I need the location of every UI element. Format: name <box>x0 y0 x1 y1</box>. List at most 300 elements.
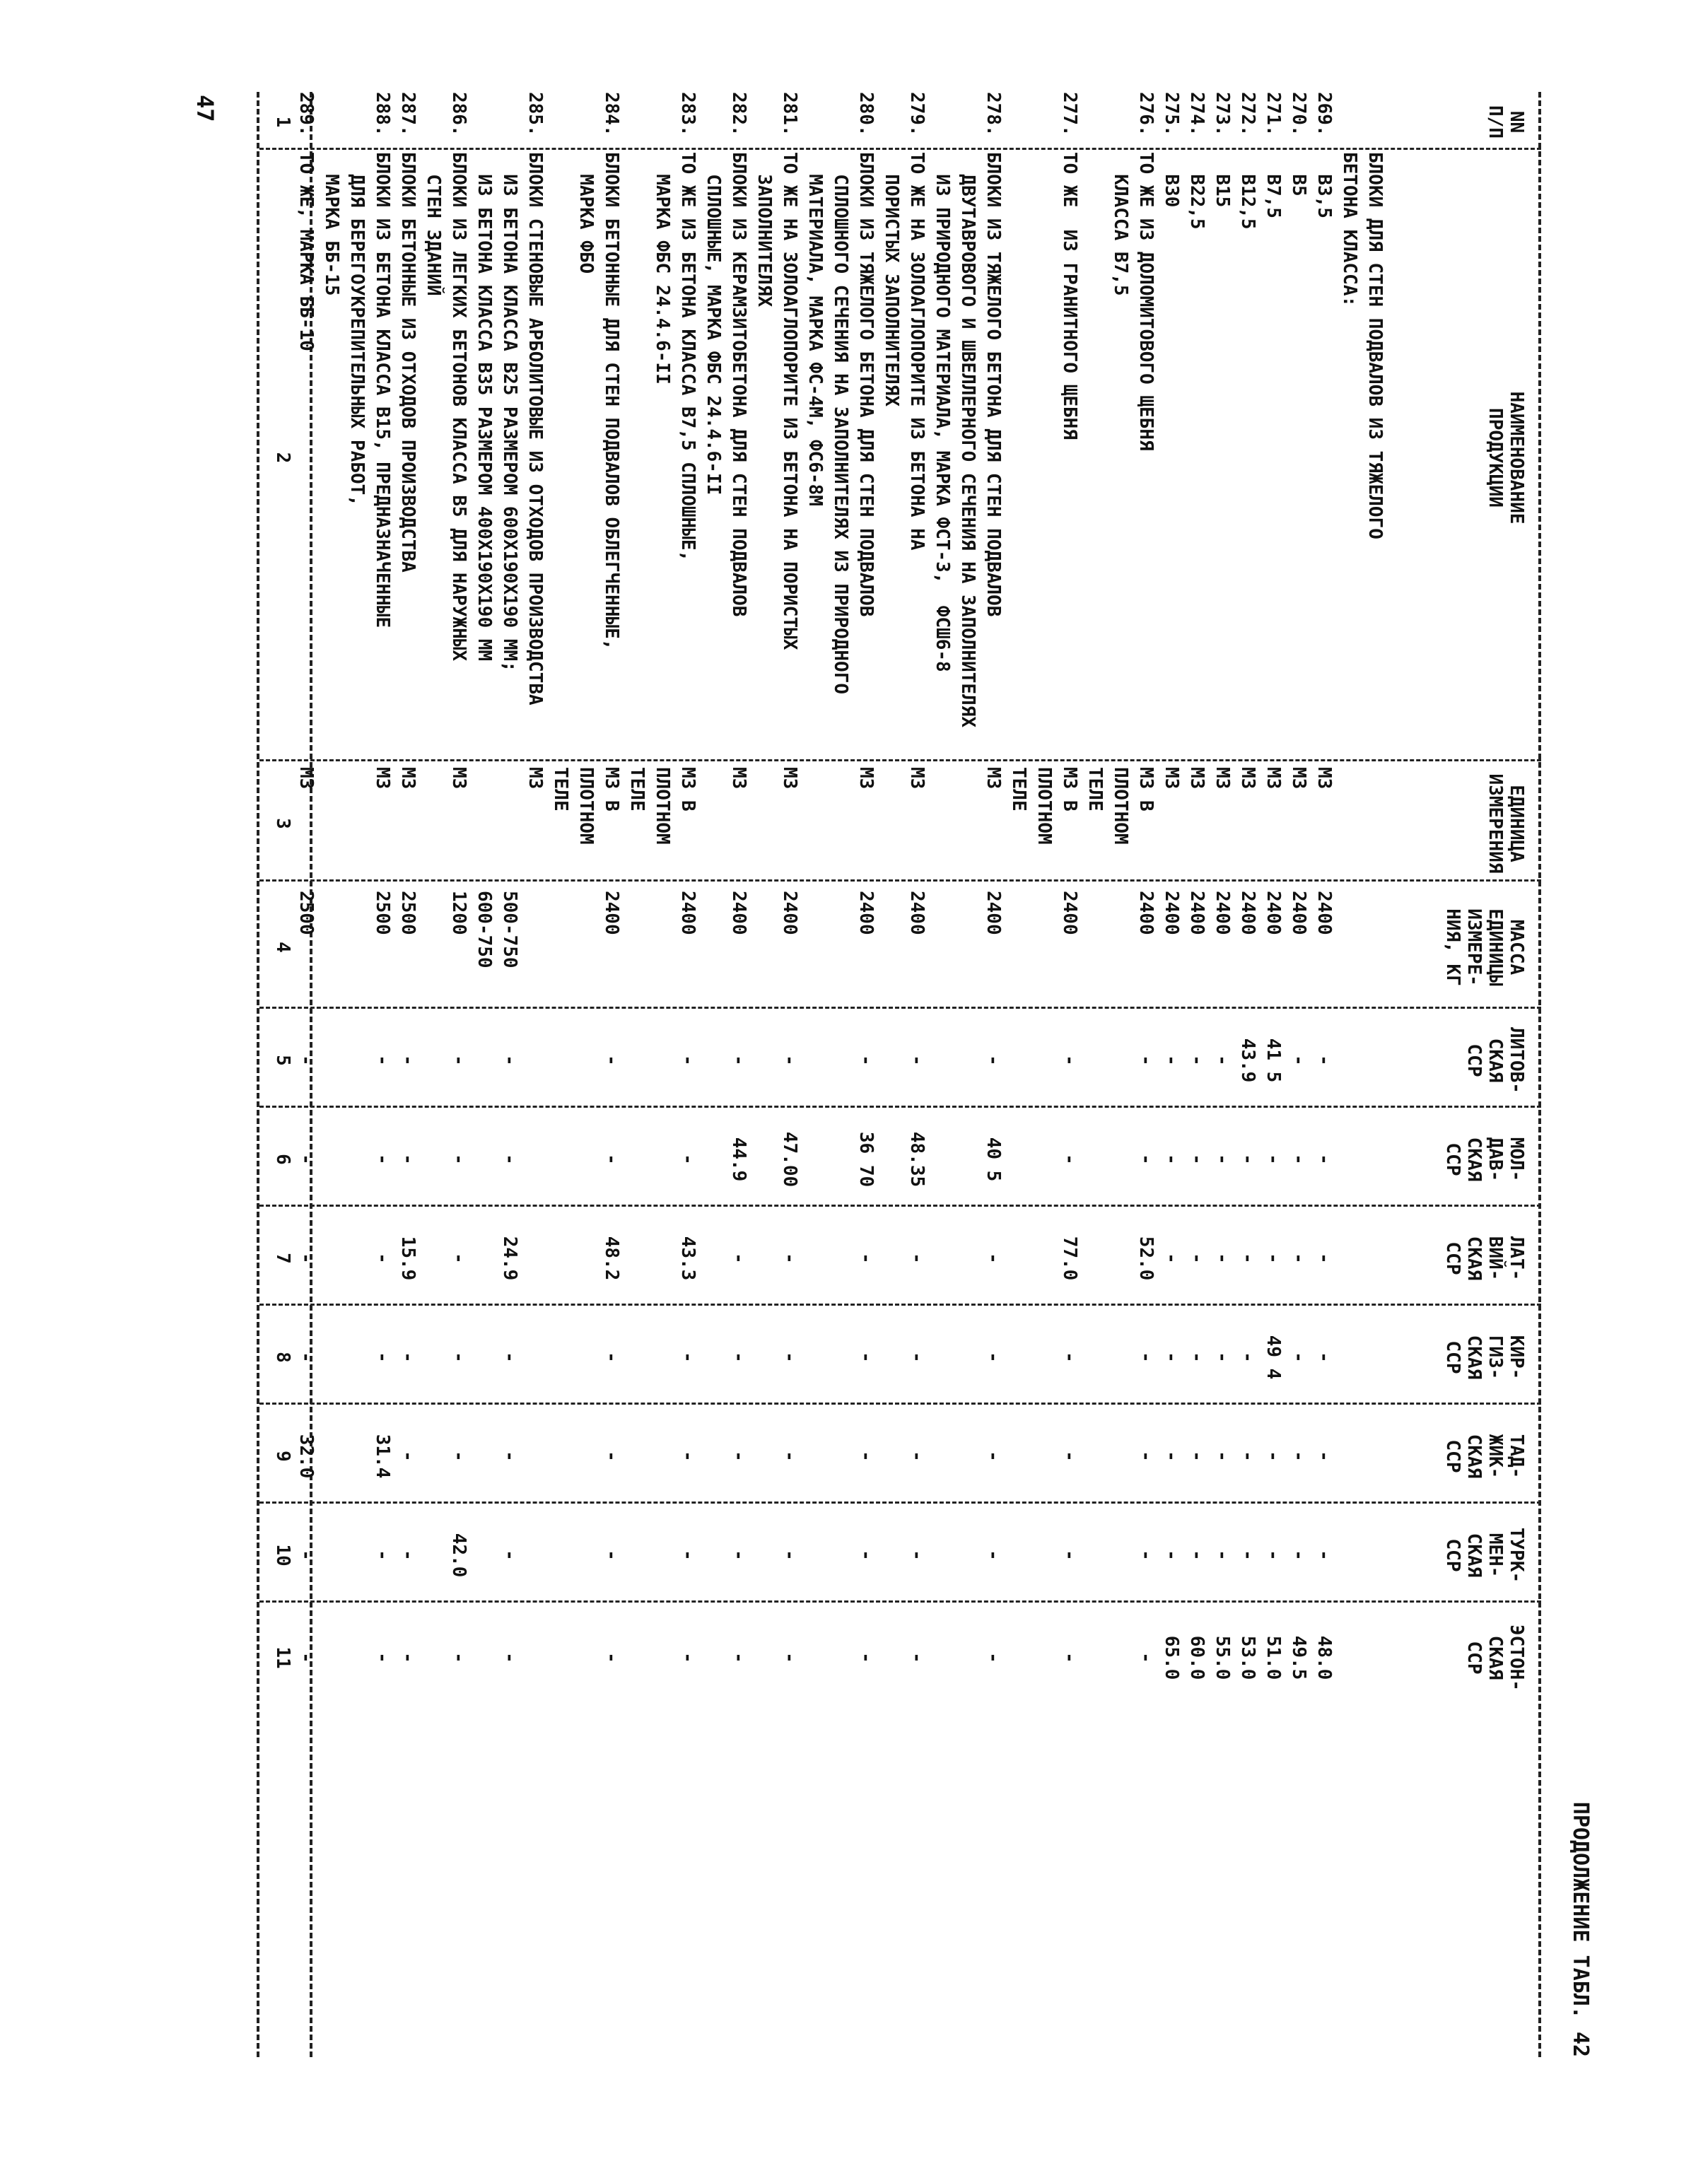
cell-name: ИЗ ПРИРОДНОГО МАТЕРИАЛА, МАРКА ФСТ-3, ФСШ6-8 <box>932 152 953 672</box>
cell-name: БЕТОНА КЛАССА: <box>1339 152 1360 308</box>
cell-value: - <box>1212 1154 1233 1165</box>
cell-value: - <box>677 1352 698 1363</box>
cell-mass: 2400 <box>1161 891 1182 935</box>
column-number: 7 <box>272 1253 293 1264</box>
cell-value: - <box>1186 1253 1207 1264</box>
cell-value: - <box>779 1550 800 1561</box>
column-header-line: ТУРК- <box>1506 1527 1527 1583</box>
column-separator <box>259 1501 1541 1504</box>
cell-num: 285. <box>525 92 546 136</box>
cell-num: 275. <box>1161 92 1182 136</box>
cell-value: - <box>1059 1154 1080 1165</box>
cell-value: - <box>1237 1352 1258 1363</box>
cell-name: В5 <box>1288 152 1309 197</box>
cell-value: - <box>372 1550 393 1561</box>
cell-value: - <box>397 1352 419 1363</box>
cell-value: - <box>1161 1154 1182 1165</box>
cell-mass: 2500 <box>296 891 317 935</box>
cell-name: ТО ЖЕ НА ЗОЛОАГЛОПОРИТЕ ИЗ БЕТОНА НА ПОРИСТЫХ <box>779 152 800 650</box>
cell-unit: М3 <box>1161 767 1182 790</box>
cell-value: - <box>499 1550 520 1561</box>
column-number: 6 <box>272 1154 293 1165</box>
cell-num: 269. <box>1314 92 1335 136</box>
cell-name: ТО ЖЕ ИЗ ГРАНИТНОГО ЩЕБНЯ <box>1059 152 1080 440</box>
cell-value: 40 5 <box>983 1137 1004 1182</box>
column-separator <box>259 1403 1541 1405</box>
cell-mass: 2400 <box>1288 891 1309 935</box>
cell-unit: М3 <box>906 767 928 790</box>
cell-name: БЛОКИ ИЗ ТЯЖЕЛОГО БЕТОНА ДЛЯ СТЕН ПОДВАЛОВ <box>983 152 1004 617</box>
cell-value: 15.9 <box>397 1236 419 1281</box>
cell-mass: 2500 <box>372 891 393 935</box>
cell-value: - <box>983 1352 1004 1363</box>
cell-value: 32.0 <box>296 1434 317 1479</box>
cell-num: 277. <box>1059 92 1080 136</box>
cell-num: 281. <box>779 92 800 136</box>
column-header-line: П/П <box>1485 105 1506 139</box>
cell-value: 41 5 <box>1263 1038 1284 1083</box>
cell-unit: М3 В <box>1135 767 1157 812</box>
cell-value: - <box>728 1055 749 1066</box>
cell-value: - <box>372 1055 393 1066</box>
cell-name: СТЕН ЗДАНИЙ <box>423 152 444 296</box>
cell-value: 51.0 <box>1263 1635 1284 1680</box>
cell-unit: ПЛОТНОМ <box>1110 767 1131 845</box>
cell-value: - <box>1059 1451 1080 1462</box>
cell-value: - <box>1135 1055 1157 1066</box>
cell-num: 280. <box>855 92 877 136</box>
cell-mass: 2400 <box>1263 891 1284 935</box>
cell-value: - <box>677 1652 698 1663</box>
cell-unit: ТЕЛЕ <box>550 767 571 812</box>
cell-value: - <box>983 1055 1004 1066</box>
cell-value: - <box>1263 1451 1284 1462</box>
cell-name: ПОРИСТЫХ ЗАПОЛНИТЕЛЯХ <box>881 152 902 407</box>
cell-value: - <box>1212 1055 1233 1066</box>
cell-value: - <box>296 1352 317 1363</box>
column-header-line: КИР- <box>1506 1335 1527 1380</box>
cell-unit: М3 <box>779 767 800 790</box>
cell-value: - <box>372 1253 393 1264</box>
cell-value: - <box>855 1055 877 1066</box>
cell-value: - <box>397 1451 419 1462</box>
column-header-line: ЭСТОН- <box>1506 1624 1527 1691</box>
column-header-line: ЛИТОВ- <box>1506 1027 1527 1094</box>
cell-mass: 2500 <box>397 891 419 935</box>
cell-value: - <box>448 1154 469 1165</box>
column-number: 1 <box>272 116 293 128</box>
cell-value: 52.0 <box>1135 1236 1157 1281</box>
cell-value: - <box>779 1352 800 1363</box>
cell-value: - <box>906 1253 928 1264</box>
cell-mass: 2400 <box>1314 891 1335 935</box>
cell-name: ТО ЖЕ, МАРКА ББ-10 <box>296 152 317 351</box>
cell-unit: ТЕЛЕ <box>626 767 648 812</box>
cell-name: БЛОКИ ИЗ ТЯЖЕЛОГО БЕТОНА ДЛЯ СТЕН ПОДВАЛОВ <box>855 152 877 617</box>
cell-num: 274. <box>1186 92 1207 136</box>
cell-value: - <box>1135 1352 1157 1363</box>
cell-name: ИЗ БЕТОНА КЛАССА В35 РАЗМЕРОМ 400Х190Х190 ММ <box>474 152 495 662</box>
cell-value: - <box>448 1253 469 1264</box>
cell-mass: 600-750 <box>474 891 495 968</box>
cell-value: - <box>1314 1055 1335 1066</box>
cell-value: - <box>1161 1451 1182 1462</box>
cell-value: - <box>1135 1154 1157 1165</box>
cell-num: 282. <box>728 92 749 136</box>
cell-value: - <box>1288 1154 1309 1165</box>
cell-name: МАРКА ББ-15 <box>321 152 342 296</box>
cell-mass: 1200 <box>448 891 469 935</box>
column-number: 10 <box>272 1544 293 1567</box>
cell-num: 276. <box>1135 92 1157 136</box>
cell-value: 48.2 <box>601 1236 622 1281</box>
cell-value: - <box>499 1055 520 1066</box>
cell-value: - <box>677 1055 698 1066</box>
cell-value: - <box>1212 1451 1233 1462</box>
cell-value: - <box>983 1451 1004 1462</box>
column-separator <box>259 879 1541 882</box>
cell-name: МАРКА ФБО <box>575 152 597 274</box>
cell-value: 43.3 <box>677 1236 698 1281</box>
cell-name: ДВУТАВРОВОГО И ШВЕЛЛЕРНОГО СЕЧЕНИЯ НА ЗАПОЛНИТЕЛЯХ <box>957 152 978 727</box>
cell-value: - <box>1059 1352 1080 1363</box>
cell-value: - <box>728 1550 749 1561</box>
cell-value: - <box>1237 1451 1258 1462</box>
cell-value: - <box>1186 1550 1207 1561</box>
cell-value: 77.0 <box>1059 1236 1080 1281</box>
cell-value: - <box>677 1550 698 1561</box>
cell-num: 271. <box>1263 92 1284 136</box>
cell-value: - <box>855 1652 877 1663</box>
column-header-line: ССР <box>1463 1641 1485 1675</box>
cell-value: - <box>1059 1055 1080 1066</box>
cell-value: - <box>1263 1550 1284 1561</box>
cell-num: 283. <box>677 92 698 136</box>
cell-value: - <box>906 1451 928 1462</box>
cell-value: 24.9 <box>499 1236 520 1281</box>
cell-value: - <box>601 1652 622 1663</box>
column-header-line: ССР <box>1442 1142 1463 1176</box>
cell-num: 278. <box>983 92 1004 136</box>
cell-value: 31.4 <box>372 1434 393 1479</box>
cell-num: 288. <box>372 92 393 136</box>
column-header-line: NN <box>1506 110 1527 134</box>
cell-num: 287. <box>397 92 419 136</box>
table-top-rule <box>1538 92 1541 2057</box>
cell-value: - <box>906 1352 928 1363</box>
cell-name: В30 <box>1161 152 1182 208</box>
column-number: 3 <box>272 818 293 829</box>
cell-mass: 2400 <box>1237 891 1258 935</box>
cell-value: - <box>1212 1352 1233 1363</box>
column-header-line: МОЛ- <box>1506 1137 1527 1182</box>
cell-value: - <box>296 1253 317 1264</box>
cell-value: - <box>448 1652 469 1663</box>
cell-value: - <box>1314 1550 1335 1561</box>
cell-value: - <box>499 1154 520 1165</box>
cell-value: - <box>397 1550 419 1561</box>
column-header-line: СКАЯ <box>1463 1533 1485 1578</box>
cell-value: - <box>296 1652 317 1663</box>
cell-unit: М3 <box>448 767 469 790</box>
column-number: 2 <box>272 452 293 464</box>
cell-name: В22,5 <box>1186 152 1207 230</box>
cell-value: - <box>779 1055 800 1066</box>
cell-unit: М3 <box>1212 767 1233 790</box>
cell-mass: 500-750 <box>499 891 520 968</box>
cell-value: - <box>1314 1352 1335 1363</box>
cell-unit: М3 <box>296 767 317 790</box>
column-separator <box>259 1106 1541 1108</box>
cell-name: БЛОКИ БЕТОННЫЕ ДЛЯ СТЕН ПОДВАЛОВ ОБЛЕГЧЕННЫЕ, <box>601 152 622 650</box>
cell-value: - <box>1161 1253 1182 1264</box>
cell-value: - <box>1237 1550 1258 1561</box>
column-header-line: ИЗМЕРЕНИЯ <box>1485 773 1506 874</box>
cell-unit: М3 <box>1186 767 1207 790</box>
cell-value: - <box>728 1253 749 1264</box>
cell-value: - <box>983 1253 1004 1264</box>
cell-value: - <box>448 1451 469 1462</box>
page-number: 47 <box>192 95 218 122</box>
column-header-line: ССР <box>1442 1439 1463 1473</box>
cell-value: - <box>1212 1550 1233 1561</box>
cell-value: - <box>397 1154 419 1165</box>
cell-value: - <box>1212 1253 1233 1264</box>
cell-name: В3,5 <box>1314 152 1335 218</box>
cell-name: БЛОКИ ИЗ ЛЕГКИХ БЕТОНОВ КЛАССА В5 ДЛЯ НАРУЖНЫХ <box>448 152 469 662</box>
cell-name: СПЛОШНОГО СЕЧЕНИЯ НА ЗАПОЛНИТЕЛЯХ ИЗ ПРИРОДНОГО <box>830 152 851 695</box>
cell-name: МАТЕРИАЛА, МАРКА ФС-4М, ФС6-8М <box>805 152 826 506</box>
cell-unit: ПЛОТНОМ <box>1034 767 1055 845</box>
column-header-line: ЖИК- <box>1485 1434 1506 1479</box>
cell-value: - <box>855 1352 877 1363</box>
cell-value: - <box>499 1652 520 1663</box>
column-number: 5 <box>272 1055 293 1066</box>
column-number: 4 <box>272 942 293 953</box>
cell-value: - <box>1263 1154 1284 1165</box>
column-header-line: ИЗМЕРЕ- <box>1463 908 1485 986</box>
column-header-line: МАССА <box>1506 919 1527 976</box>
cell-value: - <box>1161 1550 1182 1561</box>
cell-value: - <box>906 1550 928 1561</box>
cell-value: - <box>296 1550 317 1561</box>
cell-value: - <box>372 1154 393 1165</box>
cell-value: 43.9 <box>1237 1038 1258 1083</box>
cell-num: 273. <box>1212 92 1233 136</box>
cell-value: - <box>779 1451 800 1462</box>
column-header-line: ССР <box>1442 1538 1463 1572</box>
column-header-line: СКАЯ <box>1463 1434 1485 1479</box>
cell-unit: М3 В <box>601 767 622 812</box>
cell-value: - <box>983 1550 1004 1561</box>
cell-value: - <box>1186 1451 1207 1462</box>
column-separator <box>259 148 1541 150</box>
cell-value: 47.00 <box>779 1131 800 1188</box>
cell-name: БЛОКИ БЕТОННЫЕ ИЗ ОТХОДОВ ПРОИЗВОДСТВА <box>397 152 419 573</box>
cell-unit: ТЕЛЕ <box>1084 767 1106 812</box>
cell-value: - <box>1288 1352 1309 1363</box>
cell-unit: ПЛОТНОМ <box>652 767 673 845</box>
cell-value: 48.35 <box>906 1131 928 1188</box>
cell-value: - <box>1186 1352 1207 1363</box>
cell-value: - <box>855 1550 877 1561</box>
cell-value: - <box>1186 1055 1207 1066</box>
cell-name: ЗАПОЛНИТЕЛЯХ <box>754 152 775 308</box>
cell-value: - <box>601 1154 622 1165</box>
cell-name: МАРКА ФБС 24.4.6-II <box>652 152 673 385</box>
cell-value: 53.0 <box>1237 1635 1258 1680</box>
cell-value: - <box>906 1055 928 1066</box>
cell-value: 44.9 <box>728 1137 749 1182</box>
cell-name: КЛАССА В7,5 <box>1110 152 1131 296</box>
cell-value: - <box>677 1154 698 1165</box>
cell-value: - <box>779 1253 800 1264</box>
column-header-line: СКАЯ <box>1463 1137 1485 1182</box>
cell-value: - <box>983 1652 1004 1663</box>
cell-value: - <box>728 1652 749 1663</box>
cell-value: - <box>1314 1253 1335 1264</box>
cell-value: - <box>1135 1451 1157 1462</box>
column-header-line: ЛАТ- <box>1506 1236 1527 1281</box>
column-header-line: СКАЯ <box>1463 1335 1485 1380</box>
cell-value: - <box>1135 1550 1157 1561</box>
cell-value: - <box>1288 1055 1309 1066</box>
cell-name: БЛОКИ ИЗ КЕРАМЗИТОБЕТОНА ДЛЯ СТЕН ПОДВАЛОВ <box>728 152 749 617</box>
cell-mass: 2400 <box>1186 891 1207 935</box>
cell-mass: 2400 <box>983 891 1004 935</box>
cell-value: - <box>372 1352 393 1363</box>
cell-value: 49.5 <box>1288 1635 1309 1680</box>
column-header-line: ВИЙ- <box>1485 1236 1506 1281</box>
cell-unit: М3 <box>983 767 1004 790</box>
cell-value: - <box>1288 1451 1309 1462</box>
cell-name: ТО ЖЕ НА ЗОЛОАГЛОПОРИТЕ ИЗ БЕТОНА НА <box>906 152 928 551</box>
table-title: ПРОДОЛЖЕНИЕ ТАБЛ. 42 <box>1568 1801 1593 2057</box>
cell-mass: 2400 <box>677 891 698 935</box>
cell-value: 55.0 <box>1212 1635 1233 1680</box>
cell-mass: 2400 <box>855 891 877 935</box>
column-number: 11 <box>272 1646 293 1669</box>
cell-name: В12,5 <box>1237 152 1258 230</box>
cell-unit: М3 <box>1263 767 1284 790</box>
cell-value: - <box>855 1253 877 1264</box>
cell-value: - <box>1059 1652 1080 1663</box>
cell-value: 42.0 <box>448 1533 469 1578</box>
column-header-line: ЕДИНИЦА <box>1506 785 1527 862</box>
column-header-line: МЕН- <box>1485 1533 1506 1578</box>
cell-num: 284. <box>601 92 622 136</box>
cell-unit: М3 <box>1288 767 1309 790</box>
cell-value: - <box>1288 1550 1309 1561</box>
cell-unit: М3 В <box>677 767 698 812</box>
rotated-table-page <box>184 92 1591 2057</box>
cell-value: - <box>296 1154 317 1165</box>
cell-value: - <box>601 1352 622 1363</box>
cell-value: - <box>499 1352 520 1363</box>
cell-value: - <box>601 1550 622 1561</box>
column-header-line: ПРОДУКЦИИ <box>1485 408 1506 508</box>
column-numbers-rule <box>257 92 259 2057</box>
cell-value: - <box>1314 1451 1335 1462</box>
cell-num: 270. <box>1288 92 1309 136</box>
cell-value: - <box>855 1451 877 1462</box>
cell-value: - <box>1161 1055 1182 1066</box>
cell-mass: 2400 <box>1135 891 1157 935</box>
cell-value: 49 4 <box>1263 1335 1284 1380</box>
column-header-line: НИЯ, КГ <box>1442 908 1463 986</box>
cell-unit: М3 <box>1237 767 1258 790</box>
cell-value: - <box>677 1451 698 1462</box>
column-header-line: ССР <box>1463 1043 1485 1077</box>
column-header-line: ДАВ- <box>1485 1137 1506 1182</box>
column-header-line: ССР <box>1442 1241 1463 1275</box>
column-separator <box>259 1205 1541 1207</box>
cell-value: - <box>1161 1352 1182 1363</box>
column-number: 9 <box>272 1451 293 1462</box>
cell-mass: 2400 <box>1059 891 1080 935</box>
cell-value: - <box>1059 1550 1080 1561</box>
cell-value: - <box>397 1055 419 1066</box>
column-header-line: СКАЯ <box>1485 1038 1506 1083</box>
column-separator <box>259 1304 1541 1306</box>
cell-value: - <box>372 1652 393 1663</box>
cell-name: БЛОКИ ИЗ БЕТОНА КЛАССА В15, ПРЕДНАЗНАЧЕННЫЕ <box>372 152 393 628</box>
cell-value: - <box>779 1652 800 1663</box>
cell-value: 60.0 <box>1186 1635 1207 1680</box>
cell-value: - <box>499 1451 520 1462</box>
cell-num: 286. <box>448 92 469 136</box>
cell-name: В7,5 <box>1263 152 1284 218</box>
column-separator <box>259 759 1541 761</box>
cell-value: - <box>1237 1154 1258 1165</box>
cell-value: - <box>448 1352 469 1363</box>
cell-unit: М3 <box>1314 767 1335 790</box>
cell-mass: 2400 <box>728 891 749 935</box>
column-header-line: ГИЗ- <box>1485 1335 1506 1380</box>
cell-value: - <box>728 1352 749 1363</box>
cell-value: 36 70 <box>855 1131 877 1188</box>
cell-value: - <box>1314 1154 1335 1165</box>
cell-mass: 2400 <box>1212 891 1233 935</box>
column-separator <box>259 1600 1541 1603</box>
cell-mass: 2400 <box>601 891 622 935</box>
cell-value: - <box>1135 1652 1157 1663</box>
cell-num: 279. <box>906 92 928 136</box>
cell-value: 65.0 <box>1161 1635 1182 1680</box>
cell-name: ТО ЖЕ ИЗ БЕТОНА КЛАССА В7,5 СПЛОШНЫЕ, <box>677 152 698 562</box>
cell-value: - <box>397 1652 419 1663</box>
cell-num: 289. <box>296 92 317 136</box>
cell-unit: ТЕЛЕ <box>1008 767 1029 812</box>
cell-value: - <box>1288 1253 1309 1264</box>
cell-name: ДЛЯ БЕРЕГОУКРЕПИТЕЛЬНЫХ РАБОТ, <box>346 152 368 506</box>
cell-unit: М3 <box>728 767 749 790</box>
cell-unit: М3 В <box>1059 767 1080 812</box>
cell-value: - <box>1237 1253 1258 1264</box>
cell-name: БЛОКИ ДЛЯ СТЕН ПОДВАЛОВ ИЗ ТЯЖЕЛОГО <box>1364 152 1386 539</box>
cell-name: В15 <box>1212 152 1233 208</box>
column-header-line: ТАД- <box>1506 1434 1527 1479</box>
cell-value: 48.0 <box>1314 1635 1335 1680</box>
cell-mass: 2400 <box>906 891 928 935</box>
column-number: 8 <box>272 1352 293 1363</box>
column-separator <box>259 1007 1541 1009</box>
cell-value: - <box>601 1451 622 1462</box>
cell-name: ТО ЖЕ ИЗ ДОЛОМИТОВОГО ЩЕБНЯ <box>1135 152 1157 451</box>
cell-value: - <box>1186 1154 1207 1165</box>
cell-num: 272. <box>1237 92 1258 136</box>
column-header-line: ССР <box>1442 1340 1463 1374</box>
